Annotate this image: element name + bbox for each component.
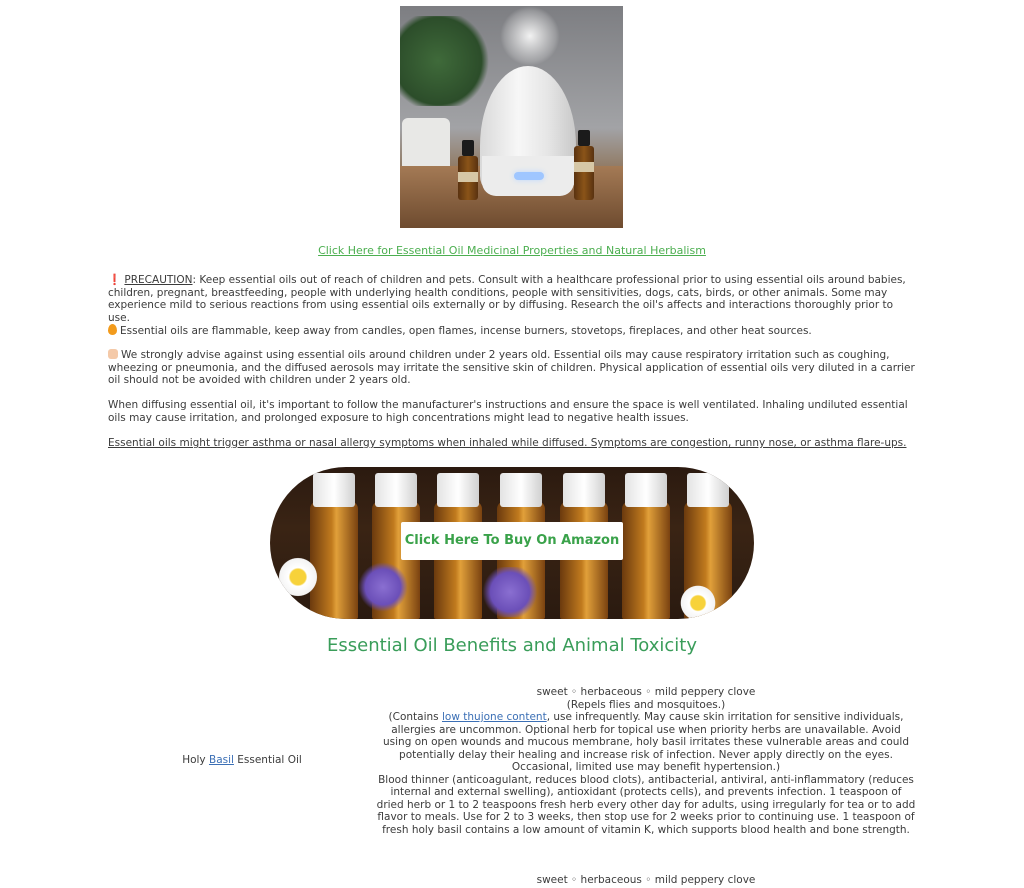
flame-icon: [108, 324, 117, 335]
contains-text: , use infrequently. May cause skin irritation for sensitive individuals, allergies are uncommon. Optional herb for topical use when priority herbs are unavailable. Avoid using on open wounds and mucous membrane, holy basil irritates these vulnerable areas and could potentially delay their healing and increase risk of infection. Never apply directly on the eyes. Occasional, limited use may benefit hypertension.): [383, 711, 909, 773]
oil-bottle-right: [574, 146, 594, 200]
children-paragraph: [108, 349, 918, 387]
precaution-paragraph: [108, 274, 918, 324]
contains-prefix: (Contains: [388, 711, 442, 723]
diffuser-light-shape: [514, 172, 544, 180]
asthma-paragraph: [108, 437, 918, 450]
diffusing-text: When diffusing essential oil, it's important to follow the manufacturer's instructions and ensure the space is well ventilated. Inhaling undiluted essential oils may cause irritation, and prolonged exposure to high concentrations might lead to negative health issues.: [108, 399, 908, 424]
lavender-shape-2: [480, 567, 540, 617]
daisy-shape-2: [678, 583, 718, 619]
thujone-link[interactable]: low thujone content: [442, 711, 547, 723]
daisy-shape-1: [276, 555, 320, 599]
asthma-text: Essential oils might trigger asthma or nasal allergy symptoms when inhaled while diffused. Symptoms are congestion, runny nose, or asthma flare-ups.: [108, 437, 907, 449]
amazon-banner[interactable]: [270, 467, 754, 619]
banner-bottle-5: [560, 501, 608, 619]
next-scent-profile: sweet ◦ herbaceous ◦ mild peppery clove: [536, 874, 756, 886]
basil-link[interactable]: Basil: [208, 754, 234, 766]
banner-cap-7: [687, 473, 729, 507]
flammable-text: Essential oils are flammable, keep away from candles, open flames, incense burners, stovetops, fireplaces, and other heat sources.: [120, 325, 812, 337]
banner-cap-5: [563, 473, 605, 507]
banner-bottle-6: [622, 501, 670, 619]
banner-cap-2: [375, 473, 417, 507]
section-title: Essential Oil Benefits and Animal Toxicity: [327, 635, 697, 656]
buy-on-amazon-button[interactable]: Click Here To Buy On Amazon: [401, 522, 623, 560]
oil-name-suffix: Essential Oil: [233, 754, 302, 766]
exclamation-icon: ❗: [108, 274, 122, 286]
banner-cap-3: [437, 473, 479, 507]
banner-cap-1: [313, 473, 355, 507]
contains-note: [376, 711, 916, 774]
children-text: We strongly advise against using essential oils around children under 2 years old. Essential oils may cause respiratory irritation such as coughing, wheezing or pneumonia, and the diffused aerosols may irritate the sensitive skin of children. Physical application of essential oils very diluted in a carrier oil should not be avoided with children under 2 years old.: [108, 349, 915, 386]
banner-bottle-3: [434, 501, 482, 619]
medicinal-properties-link-row: [0, 244, 1024, 257]
banner-cap-4: [500, 473, 542, 507]
precaution-text: : Keep essential oils out of reach of children and pets. Consult with a healthcare professional prior to using essential oils around babies, children, pregnant, breastfeeding, people with underlying health conditions, people with sensitivities, dogs, cats, birds, or other animals. Some may experience mild to serious reactions from using essential oils externally or by diffusing. Research the oil's affects and interactions thoroughly prior to use.: [108, 274, 906, 324]
diffusing-paragraph: [108, 399, 918, 424]
steam-shape: [500, 6, 560, 66]
lavender-shape-1: [358, 562, 408, 612]
flammable-paragraph: [108, 324, 918, 338]
banner-bottle-1: [310, 501, 358, 619]
hand-icon: [108, 349, 118, 359]
oil-description: [376, 686, 916, 836]
oil-bottle-left: [458, 156, 478, 200]
oil-name: [160, 754, 324, 766]
medicinal-properties-link[interactable]: Click Here for Essential Oil Medicinal Properties and Natural Herbalism: [318, 244, 706, 257]
diffuser-image: [400, 6, 623, 228]
scent-profile: sweet ◦ herbaceous ◦ mild peppery clove: [536, 686, 756, 698]
precaution-label: PRECAUTION: [124, 274, 193, 286]
benefits-text: Blood thinner (anticoagulant, reduces blood clots), antibacterial, antiviral, anti-inflammatory (reduces internal and external swelling), antioxidant (protects cells), and prevents infection. 1 teaspoon of dried herb or 1 to 2 teaspoons fresh herb every other day for adults, using irregularly for tea or to add flavor to meals. Use for 2 to 3 weeks, then stop use for 2 weeks prior to continuing use. 1 teaspoon of fresh holy basil contains a low amount of vitamin K, which supports blood health and bone strength.: [376, 773, 916, 836]
plant-shape: [400, 16, 495, 106]
banner-cap-6: [625, 473, 667, 507]
oil-name-prefix: Holy: [182, 754, 209, 766]
repels-note: (Repels flies and mosquitoes.): [566, 698, 726, 711]
